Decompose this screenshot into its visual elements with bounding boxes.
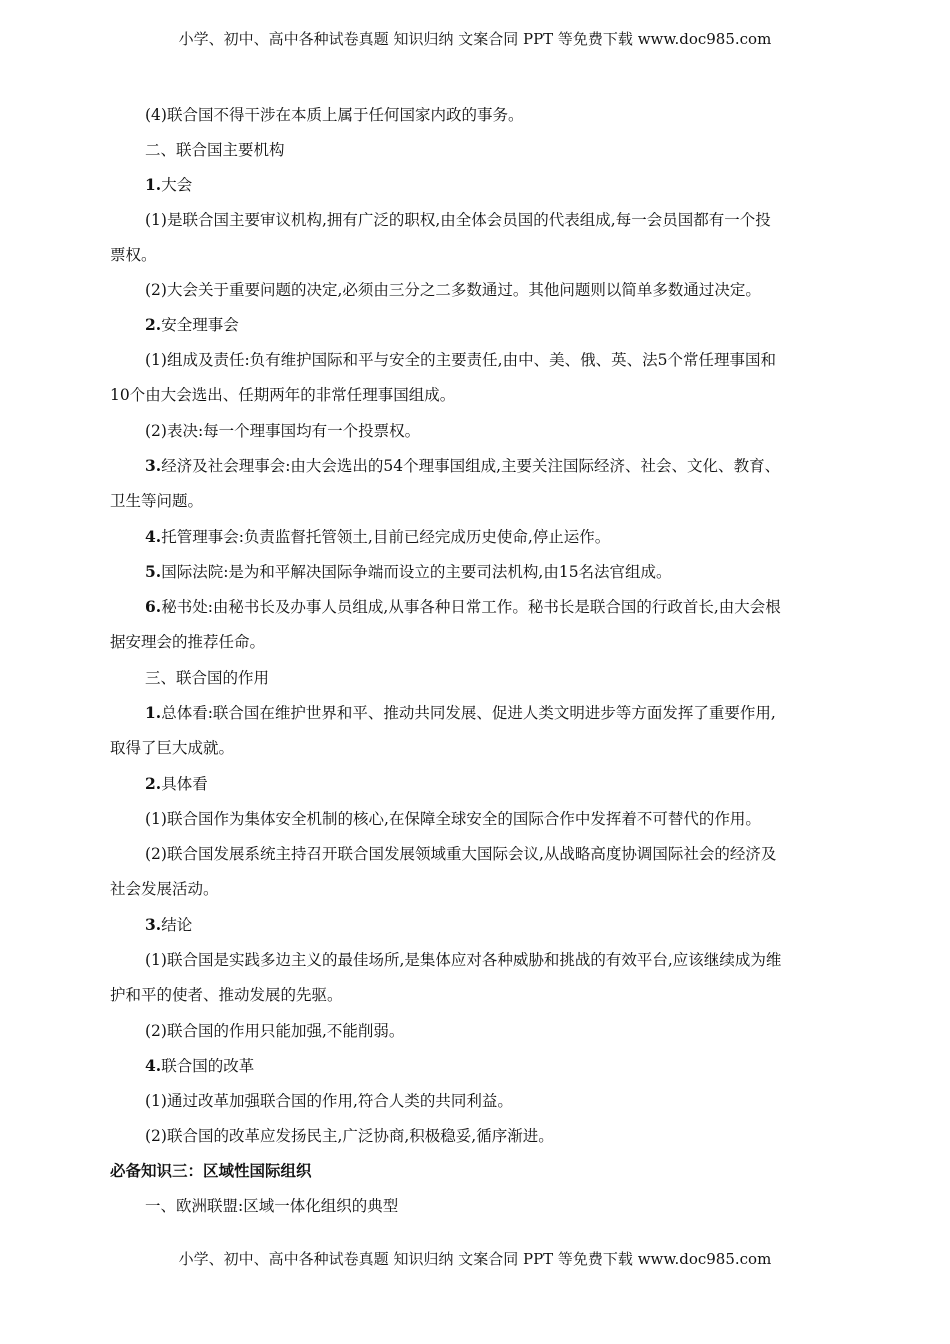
subheading: 2.安全理事会 bbox=[145, 315, 239, 334]
paragraph: (1)联合国作为集体安全机制的核心,在保障全球安全的国际合作中发挥着不可替代的作用。 bbox=[145, 810, 761, 828]
paragraph: (1)组成及责任:负有维护国际和平与安全的主要责任,由中、美、俄、英、法5个常任理事国和 bbox=[145, 351, 776, 369]
subheading: 6.秘书处:由秘书长及办事人员组成,从事各种日常工作。秘书长是联合国的行政首长,由大会根 bbox=[145, 597, 781, 616]
section-heading: 二、联合国主要机构 bbox=[145, 141, 285, 159]
section-heading: 一、欧洲联盟:区域一体化组织的典型 bbox=[145, 1197, 399, 1215]
paragraph: (2)联合国的改革应发扬民主,广泛协商,积极稳妥,循序渐进。 bbox=[145, 1127, 554, 1145]
section-heading: 三、联合国的作用 bbox=[145, 669, 270, 687]
subheading: 2.具体看 bbox=[145, 774, 208, 793]
paragraph: 据安理会的推荐任命。 bbox=[110, 633, 266, 651]
subheading: 1.总体看:联合国在维护世界和平、推动共同发展、促进人类文明进步等方面发挥了重要作用, bbox=[145, 703, 776, 722]
paragraph: (2)表决:每一个理事国均有一个投票权。 bbox=[145, 422, 421, 440]
paragraph: 取得了巨大成就。 bbox=[110, 739, 235, 757]
subheading: 5.国际法院:是为和平解决国际争端而设立的主要司法机构,由15名法官组成。 bbox=[145, 562, 672, 581]
subheading: 4.联合国的改革 bbox=[145, 1056, 255, 1075]
paragraph: (4)联合国不得干涉在本质上属于任何国家内政的事务。 bbox=[145, 106, 524, 124]
chapter-heading: 必备知识三：区域性国际组织 bbox=[110, 1162, 312, 1180]
paragraph: 票权。 bbox=[110, 246, 157, 264]
paragraph: 护和平的使者、推动发展的先驱。 bbox=[110, 986, 343, 1004]
paragraph: (1)通过改革加强联合国的作用,符合人类的共同利益。 bbox=[145, 1092, 513, 1110]
paragraph: 社会发展活动。 bbox=[110, 880, 219, 898]
paragraph: 卫生等问题。 bbox=[110, 492, 204, 510]
paragraph: 10个由大会选出、任期两年的非常任理事国组成。 bbox=[110, 386, 456, 404]
paragraph: (1)是联合国主要审议机构,拥有广泛的职权,由全体会员国的代表组成,每一会员国都有一个投 bbox=[145, 211, 771, 229]
subheading: 4.托管理事会:负责监督托管领土,目前已经完成历史使命,停止运作。 bbox=[145, 527, 611, 546]
page-footer: 小学、初中、高中各种试卷真题 知识归纳 文案合同 PPT 等免费下载 www.doc985.com bbox=[178, 1250, 772, 1268]
paragraph: (2)大会关于重要问题的决定,必须由三分之二多数通过。其他问题则以简单多数通过决定。 bbox=[145, 281, 761, 299]
subheading: 3.结论 bbox=[145, 915, 193, 934]
paragraph: (2)联合国发展系统主持召开联合国发展领域重大国际会议,从战略高度协调国际社会的经济及 bbox=[145, 845, 777, 863]
paragraph: (2)联合国的作用只能加强,不能削弱。 bbox=[145, 1022, 405, 1040]
paragraph: (1)联合国是实践多边主义的最佳场所,是集体应对各种威胁和挑战的有效平台,应该继续成为维 bbox=[145, 951, 782, 969]
page-header: 小学、初中、高中各种试卷真题 知识归纳 文案合同 PPT 等免费下载 www.doc985.com bbox=[178, 30, 772, 48]
subheading: 1.大会 bbox=[145, 175, 193, 194]
subheading: 3.经济及社会理事会:由大会选出的54个理事国组成,主要关注国际经济、社会、文化、教育、 bbox=[145, 456, 781, 475]
